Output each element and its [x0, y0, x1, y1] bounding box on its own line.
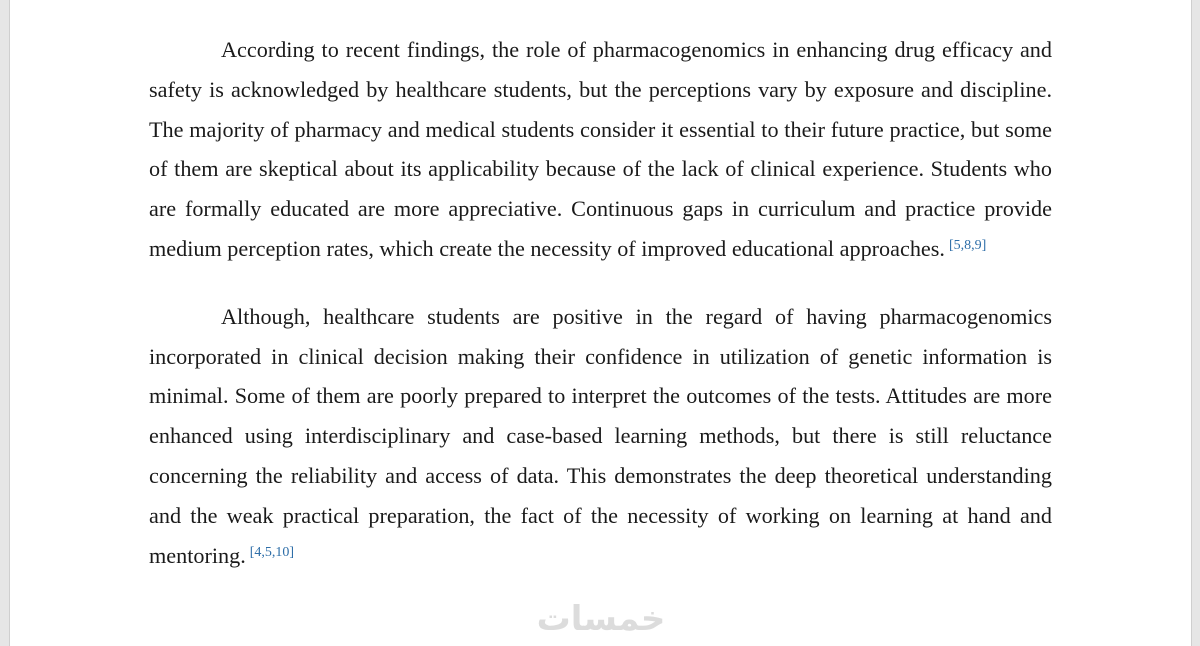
citation-2[interactable]: [4,5,10]: [249, 544, 295, 560]
paragraph-2-text: Although, healthcare students are positive in the regard of having pharmacogenomics incorporated in clinical decision making their confidence in utilization of genetic information is minimal. Some of them are poorly prepared to interpret the outcomes of the tests. Attitudes are more enhanced using interdisciplinary and case-based learning methods, but there is still reluctance concerning the reliability and access of data. This demonstrates the deep theoretical understanding and the weak practical preparation, the fact of the necessity of working on learning at hand and mentoring.: [149, 303, 1052, 568]
paragraph-1-text: According to recent findings, the role of pharmacogenomics in enhancing drug efficacy and safety is acknowledged by healthcare students, but the perceptions vary by exposure and discipline. The majority of pharmacy and medical students consider it essential to their future practice, but some of them are skeptical about its applicability because of the lack of clinical experience. Students who are formally educated are more appreciative. Continuous gaps in curriculum and practice provide medium perception rates, which create the necessity of improved educational approaches.: [149, 37, 1052, 261]
paragraph-2: [149, 297, 1052, 576]
page-edge-right: [1191, 0, 1200, 646]
watermark-logo: خمسات: [536, 599, 666, 639]
page-edge-left: [0, 0, 10, 646]
citation-1[interactable]: [5,8,9]: [948, 237, 987, 253]
document-body[interactable]: [149, 30, 1052, 575]
paragraph-1: [149, 30, 1052, 269]
